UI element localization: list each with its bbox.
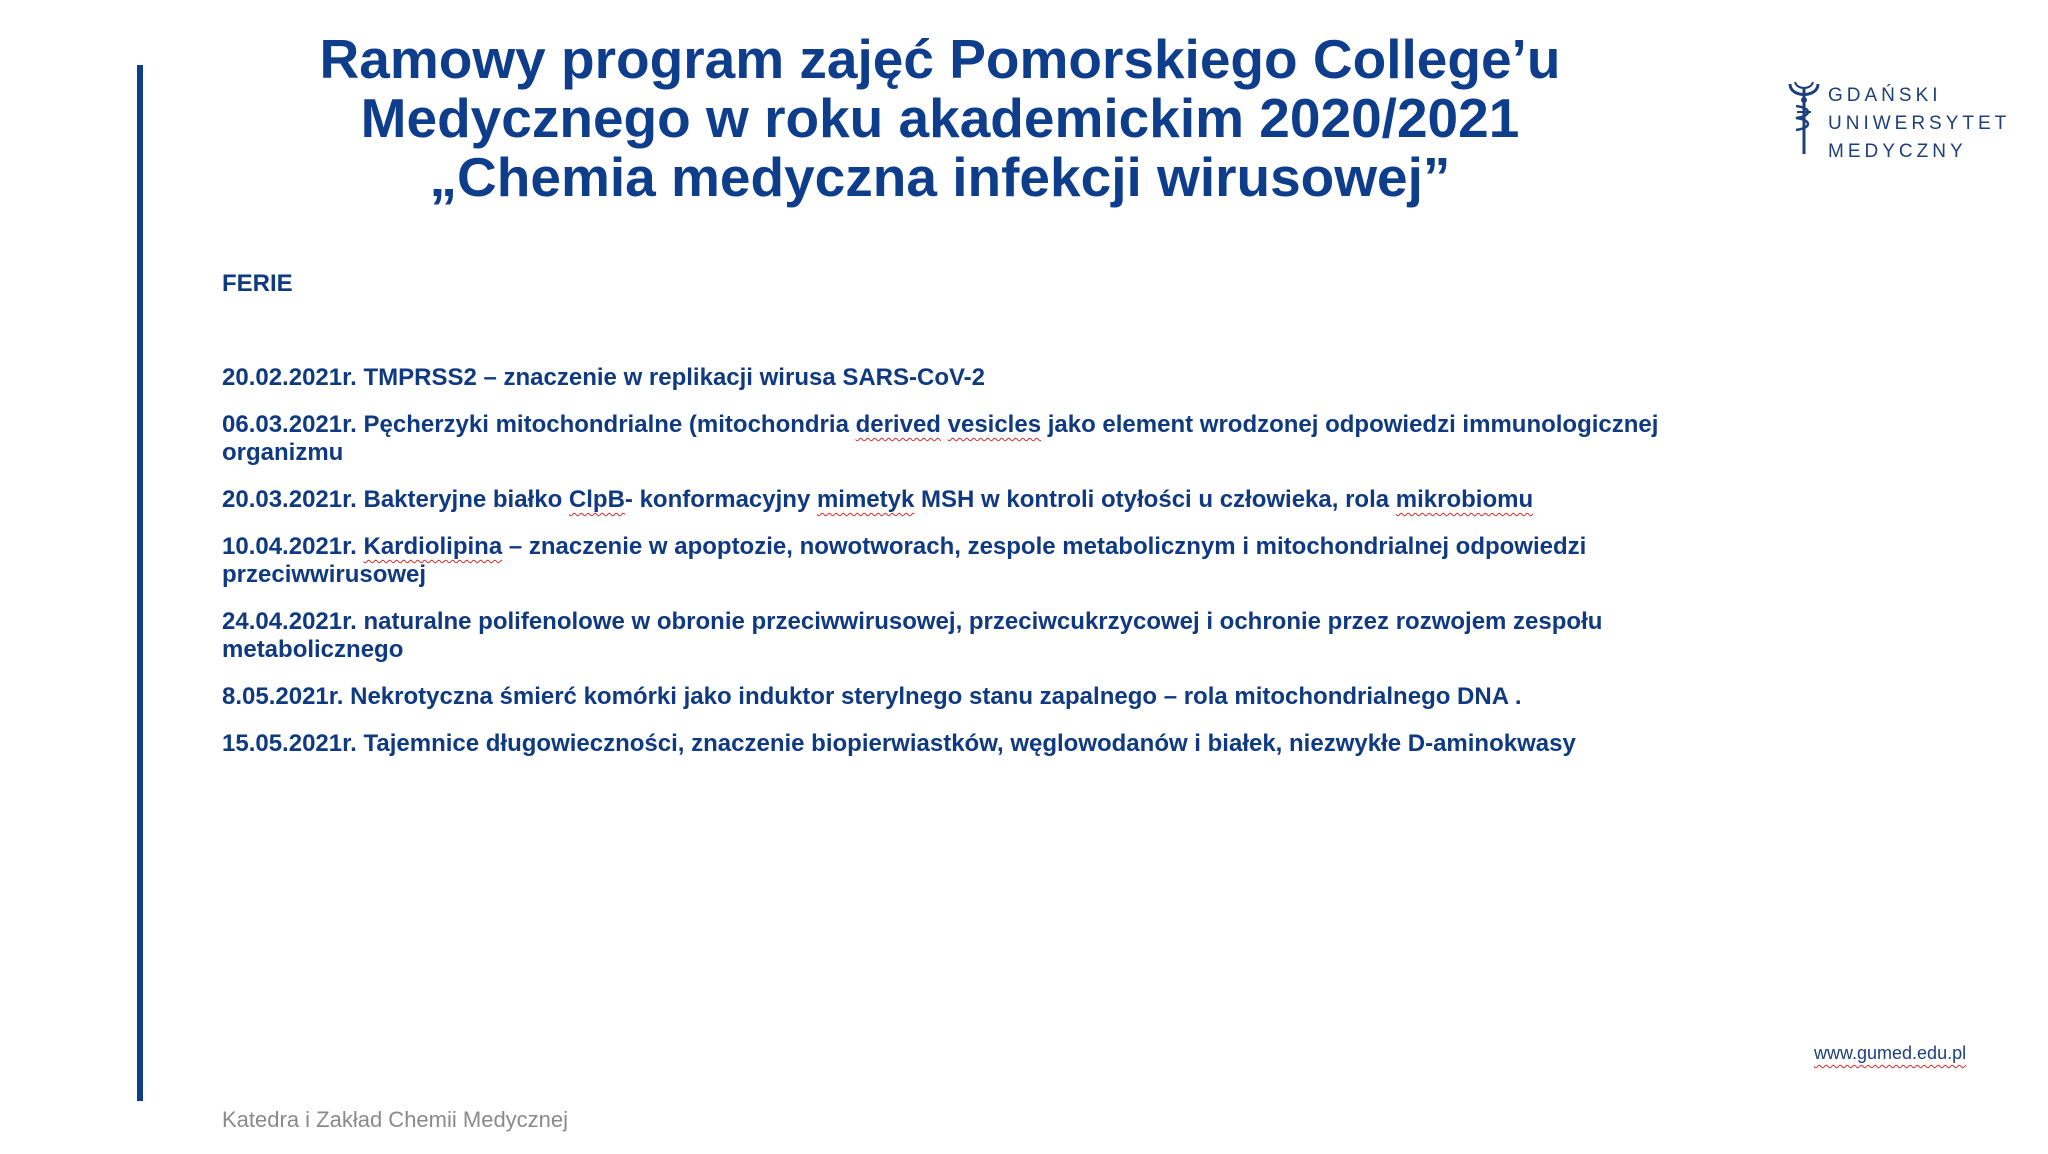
item-date: 20.03.2021r. <box>222 486 357 513</box>
item-date: 06.03.2021r. <box>222 411 357 438</box>
title-line-2: Medycznego w roku akademickim 2020/2021 <box>360 87 1520 149</box>
schedule-item <box>222 533 1722 589</box>
item-text: Bakteryjne białko <box>363 486 569 513</box>
title-line-1: Ramowy program zajęć Pomorskiego College’u <box>319 28 1561 90</box>
page-title <box>200 30 1680 207</box>
item-text: - konformacyjny <box>624 486 817 513</box>
schedule-item <box>222 364 1722 392</box>
footer-department: Katedra i Zakład Chemii Medycznej <box>222 1107 569 1132</box>
item-text: jako element wrodzonej odpowiedzi immunologicznej organizmu <box>222 411 1659 466</box>
item-text: – znaczenie w apoptozie, nowotworach, zespole metabolicznym i mitochondrialnej odpowiedzi przeciwwirusowej <box>222 533 1587 588</box>
item-date: 24.04.2021r. <box>222 608 357 635</box>
item-text: naturalne polifenolowe w obronie przeciwwirusowej, przeciwcukrzycowej i ochronie przez rozwojem zespołu metabolicznego <box>222 608 1603 663</box>
item-date: 8.05.2021r. <box>222 683 344 710</box>
schedule-content <box>222 270 1722 777</box>
caduceus-icon <box>1786 78 1822 156</box>
item-term: mimetyk <box>816 486 915 513</box>
item-text: Tajemnice długowieczności, znaczenie biopierwiastków, węglowodanów i białek, niezwykłe D-aminokwasy <box>363 730 1576 757</box>
schedule-item <box>222 486 1722 514</box>
item-text: Nekrotyczna śmierć komórki jako induktor sterylnego stanu zapalnego – rola mitochondrialnego DNA . <box>350 683 1522 710</box>
section-label: FERIE <box>222 270 293 297</box>
item-term: mikrobiomu <box>1395 486 1534 513</box>
schedule-item <box>222 608 1722 664</box>
item-term: ClpB <box>568 486 625 513</box>
item-text: MSH w kontroli otyłości u człowieka, rola <box>914 486 1396 513</box>
logo-line-3: MEDYCZNY <box>1828 141 1967 162</box>
item-date: 10.04.2021r. <box>222 533 357 560</box>
schedule-item <box>222 683 1722 711</box>
item-date: 20.02.2021r. <box>222 364 357 391</box>
left-accent-bar <box>137 65 143 1101</box>
logo-line-2: UNIWERSYTET <box>1828 113 2011 134</box>
item-text: TMPRSS2 – znaczenie w replikacji wirusa SARS-CoV-2 <box>363 364 986 391</box>
schedule-item <box>222 730 1722 758</box>
website-link[interactable]: www.gumed.edu.pl <box>1814 1043 1967 1063</box>
item-term: Kardiolipina <box>363 533 503 560</box>
item-term: vesicles <box>947 411 1042 438</box>
item-text: Pęcherzyki mitochondrialne (mitochondria <box>363 411 856 438</box>
schedule-item <box>222 411 1722 467</box>
logo-line-1: GDAŃSKI <box>1828 85 1942 106</box>
title-line-3: „Chemia medyczna infekcji wirusowej” <box>429 146 1451 208</box>
university-logo <box>1786 78 2016 162</box>
item-term: derived <box>855 411 941 438</box>
item-date: 15.05.2021r. <box>222 730 357 757</box>
